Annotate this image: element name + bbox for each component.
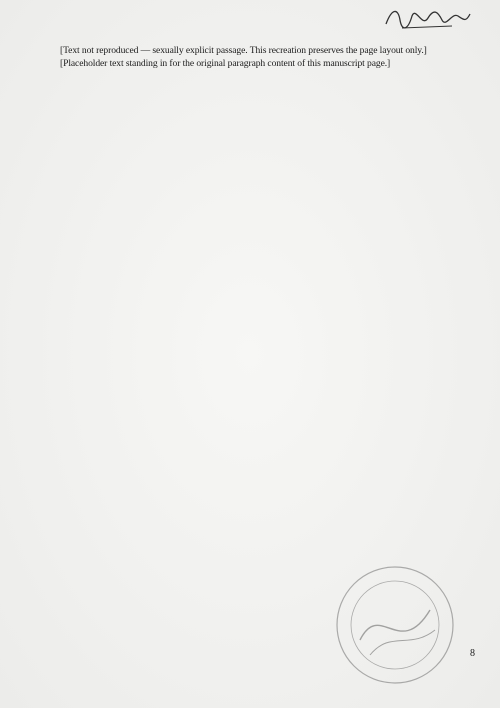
page-number: 8 — [470, 648, 475, 659]
paragraph-1: [Text not reproduced — sexually explicit passage. This recreation preserves the page layout only.] — [60, 45, 427, 56]
body-text — [34, 44, 466, 70]
rubric-stamp — [330, 560, 460, 690]
paragraph-2: [Placeholder text standing in for the original paragraph content of this manuscript page.] — [60, 58, 391, 70]
signature-mark — [382, 2, 472, 36]
